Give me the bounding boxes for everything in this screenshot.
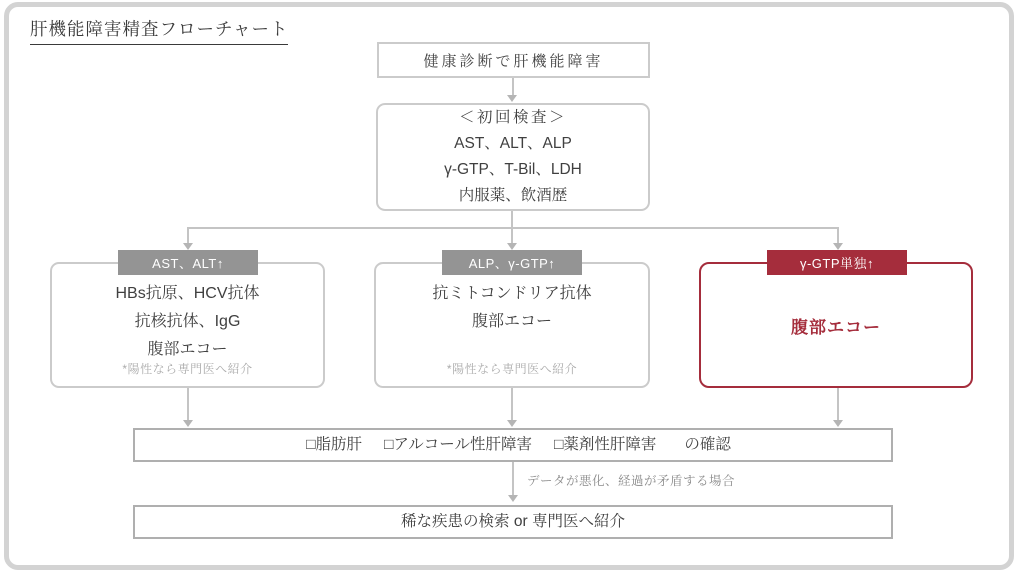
branch-test-line: 抗核抗体、IgG (134, 313, 241, 330)
final-referral-label: 稀な疾患の検索 or 専門医へ紹介 (401, 513, 625, 530)
node-health-check (377, 42, 650, 78)
node-branch-ggtp-isolated (699, 262, 973, 388)
initial-tests-heading: ＜初回検査＞ (458, 109, 567, 126)
condition-label: データが悪化、経過が矛盾する場合 (527, 474, 736, 488)
branch-referral-note: *陽性なら専門医へ紹介 (446, 362, 578, 376)
node-health-check-label: 健康診断で肝機能障害 (423, 52, 604, 70)
checkbox-drug-induced-liver-injury: □薬剤性肝障害 (553, 436, 657, 453)
branch-test-line-highlight: 腹部エコー (791, 317, 881, 337)
tab-ggtp-isolated-elevated: γ-GTP単独↑ (767, 250, 907, 275)
arrowhead-confirm-final (508, 495, 518, 502)
branch-test-line: 腹部エコー (471, 313, 552, 330)
node-branch-ast-alt (50, 262, 325, 388)
arrowhead-branch-right (833, 243, 843, 250)
tab-alp-ggtp-elevated: ALP、γ-GTP↑ (442, 250, 582, 275)
connector-branch-middle (511, 227, 513, 244)
checkbox-alcoholic-liver-injury: □アルコール性肝障害 (384, 436, 532, 453)
node-confirm-causes (133, 428, 893, 462)
connector-confirm-final (512, 462, 514, 496)
initial-tests-line: 内服薬、飲酒歴 (458, 187, 568, 204)
arrowhead-branch-middle (507, 243, 517, 250)
tab-ast-alt-elevated: AST、ALT↑ (118, 250, 258, 275)
connector-initial-stem (511, 211, 513, 228)
initial-tests-line: AST、ALT、ALP (454, 135, 572, 152)
connector-branch-rail (187, 227, 839, 229)
connector-branch-left (187, 227, 189, 244)
branch-test-line: 抗ミトコンドリア抗体 (432, 285, 592, 302)
node-initial-tests (376, 103, 650, 211)
branch-test-line: 腹部エコー (147, 341, 228, 358)
node-final-referral (133, 505, 893, 539)
connector-left-confirm (187, 388, 189, 421)
arrowhead-right-confirm (833, 420, 843, 427)
arrowhead-start-initial (507, 95, 517, 102)
branch-test-line: HBs抗原、HCV抗体 (115, 285, 260, 302)
branch-referral-note: *陽性なら専門医へ紹介 (122, 362, 253, 376)
connector-right-confirm (837, 388, 839, 421)
node-branch-alp-ggtp (374, 262, 650, 388)
confirm-suffix: の確認 (684, 436, 731, 453)
arrowhead-left-confirm (183, 420, 193, 427)
connector-start-initial (512, 78, 514, 95)
checkbox-fatty-liver: □脂肪肝 (306, 436, 363, 453)
arrowhead-branch-left (183, 243, 193, 250)
connector-middle-confirm (511, 388, 513, 421)
connector-branch-right (837, 227, 839, 244)
initial-tests-line: γ-GTP、T-Bil、LDH (444, 161, 582, 178)
page-title: 肝機能障害精査フローチャート (30, 16, 288, 45)
arrowhead-middle-confirm (507, 420, 517, 427)
